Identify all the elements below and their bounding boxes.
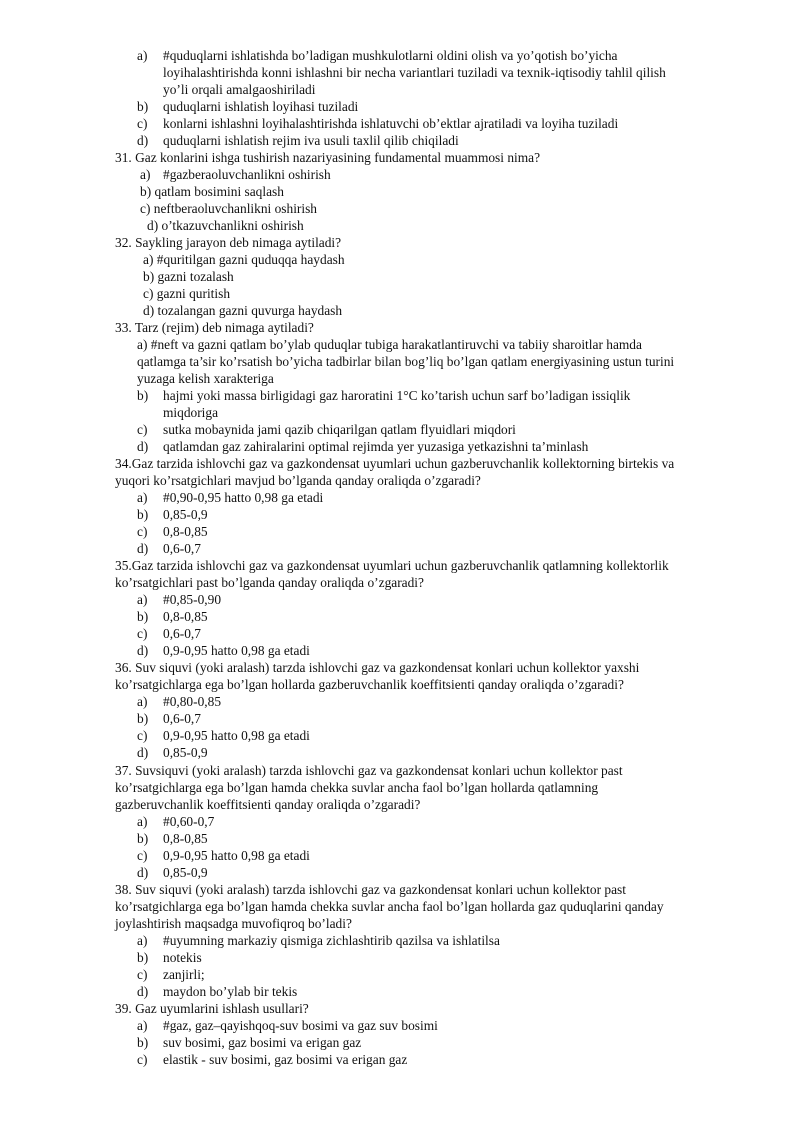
question-text: yuqori ko’rsatgichlari mavjud bo’lganda qanday oraliqda o’zgaradi? bbox=[115, 473, 481, 488]
option-label: a) bbox=[137, 694, 148, 709]
question-text: ko’rsatgichlarga ega bo’lgan hollarda gazberuvchanlik koeffitsienti qanday oraliqda o’zgaradi? bbox=[115, 677, 624, 692]
question-text: ko’rsatgichlarga ega bo’lgan hamda chekka suvlar ancha faol bo’lgan hollarda qatlamning bbox=[115, 780, 599, 795]
question-text: 34.Gaz tarzida ishlovchi gaz va gazkondensat uyumlari uchun gazberuvchanlik kollektorning birtekis va bbox=[115, 456, 675, 471]
question-text: joylashtirish maqsadga muvofiqroq bo’ladi? bbox=[115, 916, 352, 931]
option-label: b) bbox=[137, 711, 149, 726]
option-text: d) o’tkazuvchanlikni oshirish bbox=[147, 218, 304, 233]
question-text: 36. Suv siquvi (yoki aralash) tarzda ishlovchi gaz va gazkondensat konlari uchun kollektor yaxshi bbox=[115, 660, 640, 675]
option-label: d) bbox=[137, 133, 149, 148]
option-text: quduqlarni ishlatish loyihasi tuziladi bbox=[163, 99, 359, 114]
option-text: 0,6-0,7 bbox=[163, 541, 201, 556]
option-label: b) bbox=[137, 609, 149, 624]
option-text: a) #quritilgan gazni quduqqa haydash bbox=[143, 252, 345, 267]
option-text: #gazberaoluvchanlikni oshirish bbox=[163, 167, 331, 182]
option-text: elastik - suv bosimi, gaz bosimi va erigan gaz bbox=[163, 1052, 408, 1067]
option-text: 0,85-0,9 bbox=[163, 745, 208, 760]
option-label: d) bbox=[137, 745, 149, 760]
option-label: b) bbox=[137, 950, 149, 965]
question-text: 35.Gaz tarzida ishlovchi gaz va gazkondensat uyumlari uchun gazberuvchanlik qatlamning kollektorlik bbox=[115, 558, 669, 573]
option-text: yo’li orqali amalgaoshiriladi bbox=[163, 82, 316, 97]
question-text: 32. Saykling jarayon deb nimaga aytiladi? bbox=[115, 235, 342, 250]
option-text: #uyumning markaziy qismiga zichlashtirib qazilsa va ishlatilsa bbox=[163, 933, 500, 948]
option-label: b) bbox=[137, 831, 149, 846]
option-text: qatlamga ta’sir ko’rsatish bo’yicha tadbirlar bilan bog’liq bo’lgan qatlam energiyasining ustun turini bbox=[137, 354, 675, 369]
question-text: 37. Suvsiquvi (yoki aralash) tarzda ishlovchi gaz va gazkondensat konlari uchun kollektor past bbox=[115, 763, 623, 778]
question-text: gazberuvchanlik koeffitsienti qanday oraliqda o’zgaradi? bbox=[115, 797, 421, 812]
option-text: #0,60-0,7 bbox=[163, 814, 215, 829]
option-text: a) #neft va gazni qatlam bo’ylab quduqlar tubiga harakatlantiruvchi va tabiiy sharoitlar hamda bbox=[137, 337, 642, 352]
option-label: a) bbox=[140, 167, 151, 182]
option-text: 0,8-0,85 bbox=[163, 609, 208, 624]
question-text: ko’rsatgichlari past bo’lganda qanday oraliqda o’zgaradi? bbox=[115, 575, 424, 590]
option-label: a) bbox=[137, 48, 148, 63]
option-text: 0,8-0,85 bbox=[163, 831, 208, 846]
option-text: #0,90-0,95 hatto 0,98 ga etadi bbox=[163, 490, 324, 505]
option-label: c) bbox=[137, 116, 148, 131]
option-text: notekis bbox=[163, 950, 202, 965]
option-text: 0,9-0,95 hatto 0,98 ga etadi bbox=[163, 643, 310, 658]
question-text: 38. Suv siquvi (yoki aralash) tarzda ishlovchi gaz va gazkondensat konlari uchun kollektor past bbox=[115, 882, 626, 897]
option-label: b) bbox=[137, 1035, 149, 1050]
option-text: suv bosimi, gaz bosimi va erigan gaz bbox=[163, 1035, 362, 1050]
option-text: #quduqlarni ishlatishda bo’ladigan mushkulotlarni oldini olish va yo’qotish bo’yicha bbox=[163, 48, 618, 63]
question-text: 33. Tarz (rejim) deb nimaga aytiladi? bbox=[115, 320, 314, 335]
option-label: d) bbox=[137, 984, 149, 999]
option-text: quduqlarni ishlatish rejim iva usuli taxlil qilib chiqiladi bbox=[163, 133, 459, 148]
option-text: 0,85-0,9 bbox=[163, 865, 208, 880]
option-text: b) gazni tozalash bbox=[143, 269, 234, 284]
option-text: zanjirli; bbox=[163, 967, 205, 982]
option-label: a) bbox=[137, 592, 148, 607]
option-text: sutka mobaynida jami qazib chiqarilgan qatlam flyuidlari miqdori bbox=[163, 422, 516, 437]
option-text: 0,8-0,85 bbox=[163, 524, 208, 539]
option-text: yuzaga kelish xarakteriga bbox=[137, 371, 274, 386]
option-label: d) bbox=[137, 865, 149, 880]
option-label: c) bbox=[137, 967, 148, 982]
question-text: 31. Gaz konlarini ishga tushirish nazariyasining fundamental muammosi nima? bbox=[115, 150, 541, 165]
option-text: d) tozalangan gazni quvurga haydash bbox=[143, 303, 343, 318]
option-label: a) bbox=[137, 490, 148, 505]
option-text: qatlamdan gaz zahiralarini optimal rejimda yer yuzasiga yetkazishni ta’minlash bbox=[163, 439, 589, 454]
option-text: hajmi yoki massa birligidagi gaz haroratini 1°C ko’tarish uchun sarf bo’ladigan issiqlik bbox=[163, 388, 631, 403]
option-label: c) bbox=[137, 524, 148, 539]
option-label: c) bbox=[137, 422, 148, 437]
option-text: konlarni ishlashni loyihalashtirishda ishlatuvchi ob’ektlar ajratiladi va loyiha tuziladi bbox=[163, 116, 619, 131]
option-label: c) bbox=[137, 728, 148, 743]
option-label: a) bbox=[137, 814, 148, 829]
option-text: 0,6-0,7 bbox=[163, 711, 201, 726]
option-text: c) gazni quritish bbox=[143, 286, 231, 301]
option-label: d) bbox=[137, 439, 149, 454]
question-text: 39. Gaz uyumlarini ishlash usullari? bbox=[115, 1001, 309, 1016]
option-label: d) bbox=[137, 643, 149, 658]
option-label: c) bbox=[137, 1052, 148, 1067]
option-text: 0,85-0,9 bbox=[163, 507, 208, 522]
option-text: 0,6-0,7 bbox=[163, 626, 201, 641]
option-label: a) bbox=[137, 1018, 148, 1033]
option-text: 0,9-0,95 hatto 0,98 ga etadi bbox=[163, 848, 310, 863]
option-label: a) bbox=[137, 933, 148, 948]
option-text: miqdoriga bbox=[163, 405, 219, 420]
option-label: b) bbox=[137, 388, 149, 403]
option-text: maydon bo’ylab bir tekis bbox=[163, 984, 298, 999]
option-label: b) bbox=[137, 99, 149, 114]
option-text: #0,80-0,85 bbox=[163, 694, 222, 709]
option-text: c) neftberaoluvchanlikni oshirish bbox=[140, 201, 318, 216]
option-label: b) bbox=[137, 507, 149, 522]
question-text: ko’rsatgichlarga ega bo’lgan hamda chekka suvlar ancha faol bo’lgan hollarda gaz quduqlarini qanday bbox=[115, 899, 664, 914]
option-text: 0,9-0,95 hatto 0,98 ga etadi bbox=[163, 728, 310, 743]
option-label: d) bbox=[137, 541, 149, 556]
option-text: #0,85-0,90 bbox=[163, 592, 222, 607]
option-text: b) qatlam bosimini saqlash bbox=[140, 184, 284, 199]
option-label: c) bbox=[137, 626, 148, 641]
option-text: loyihalashtirishda konni ishlashni bir necha variantlari tuziladi va texnik-iqtisodiy tahlil qilish bbox=[163, 65, 666, 80]
option-label: c) bbox=[137, 848, 148, 863]
option-text: #gaz, gaz–qayishqoq-suv bosimi va gaz suv bosimi bbox=[163, 1018, 438, 1033]
